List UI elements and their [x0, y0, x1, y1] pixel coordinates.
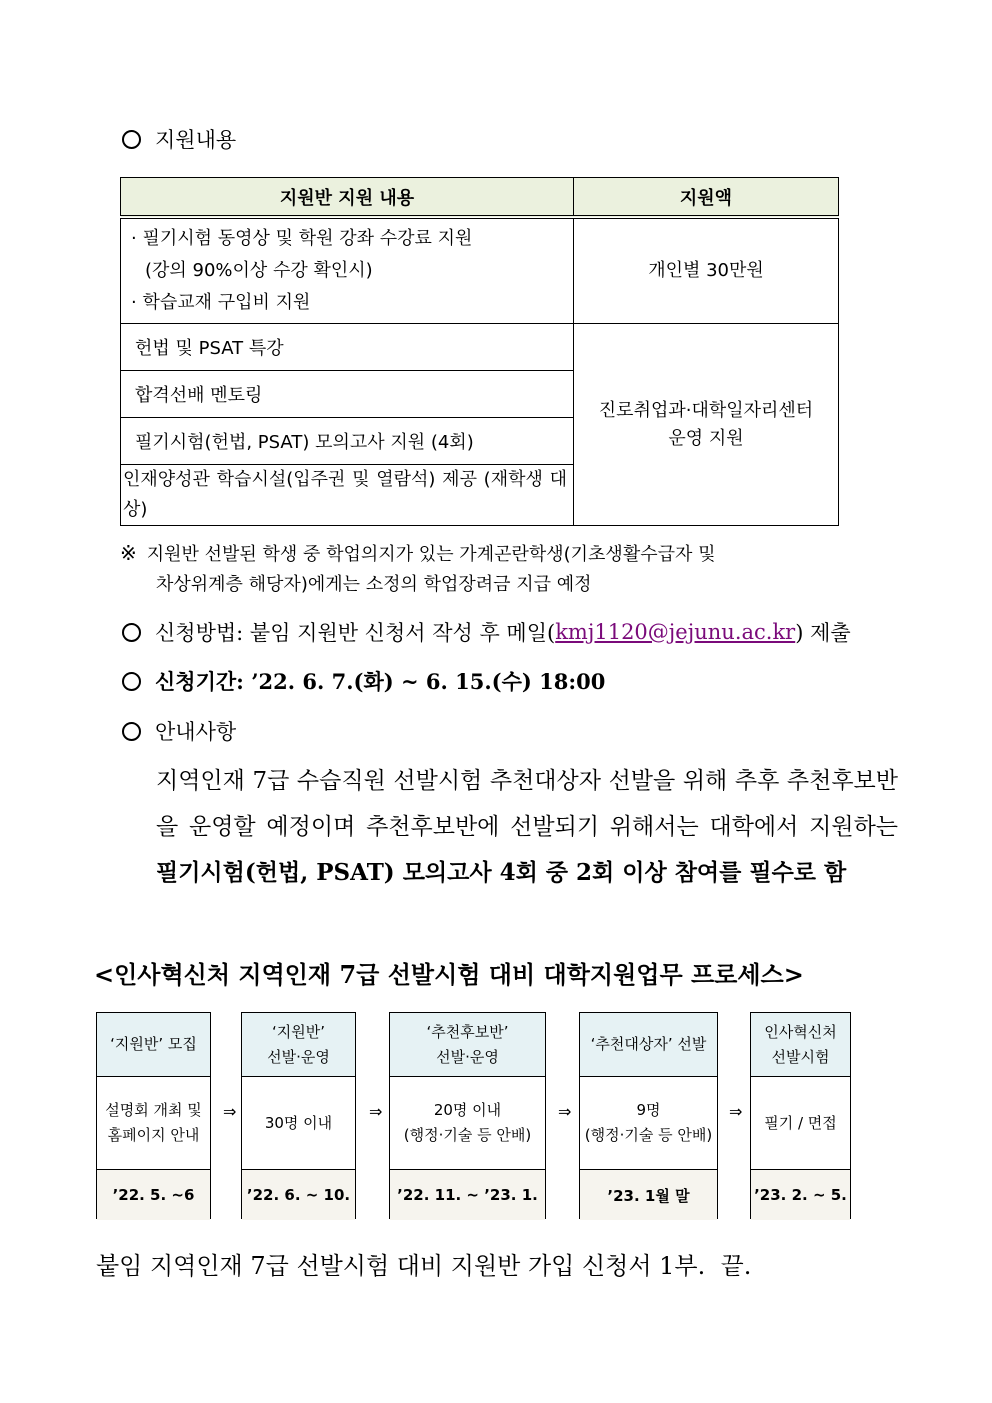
step-body [97, 1077, 210, 1170]
step-body-line: 홈페이지 안내 [107, 1126, 200, 1144]
apply-method-label: 신청방법 [155, 621, 237, 645]
process-title: <인사혁신처 지역인재 7급 선발시험 대비 대학지원업무 프로세스> [94, 960, 804, 989]
row1-item: · 학습교재 구입비 지원 [131, 292, 311, 313]
row1-content [121, 217, 574, 324]
step-body [242, 1077, 355, 1170]
process-step-support-class [241, 1012, 356, 1219]
apply-method-text-end: ) 제출 [795, 621, 851, 645]
step-title-line: 선발·운영 [436, 1047, 499, 1066]
note-line2: 차상위계층 해당자)에게는 소정의 학업장려금 지급 예정 [156, 574, 592, 595]
apply-period-label: 신청기간 [155, 669, 237, 694]
notice-heading [120, 716, 236, 746]
support-table [120, 177, 839, 526]
step-title [390, 1013, 545, 1077]
arrow-right-icon: ⇒ [369, 1102, 383, 1121]
support-content-label: 지원내용 [155, 128, 237, 152]
step-title [580, 1013, 717, 1077]
apply-method-line [120, 617, 851, 647]
table-row [121, 217, 839, 324]
notice-paragraph [156, 758, 898, 896]
circle-bullet-icon [122, 130, 141, 149]
step-title [242, 1013, 355, 1077]
step-period: ’22. 5. ~6 [97, 1170, 210, 1220]
notice-bold-text: 필기시험(헌법, PSAT) 모의고사 4회 중 2회 이상 참여를 필수로 함 [156, 859, 847, 886]
step-period: ’23. 2. ~ 5. [751, 1170, 850, 1220]
step-title-line: ‘지원반’ [271, 1022, 325, 1041]
group-row-content: 합격선배 멘토링 [121, 371, 574, 418]
apply-method-text: : 붙임 지원반 신청서 작성 후 메일( [236, 621, 556, 645]
step-period: ’23. 1월 말 [580, 1170, 717, 1220]
arrow-right-icon: ⇒ [223, 1102, 237, 1121]
process-step-recommendation [579, 1012, 718, 1219]
reference-mark-icon: ※ [120, 541, 137, 565]
notice-text: 지역인재 7급 수습직원 선발시험 추천대상자 선발을 위해 추후 추천후보반을 운영할 예정이며 추천후보반에 선발되기 위해서는 대학에서 지원하는 [156, 768, 898, 840]
arrow-right-icon: ⇒ [558, 1102, 572, 1121]
table-row [121, 324, 839, 371]
row1-amount: 개인별 30만원 [574, 217, 839, 324]
attachment-line: 붙임 지역인재 7급 선발시험 대비 지원반 가입 신청서 1부. 끝. [96, 1252, 752, 1280]
step-title [751, 1013, 850, 1077]
step-title-line: 선발·운영 [267, 1047, 330, 1066]
step-title-line: 인사혁신처 [764, 1022, 837, 1041]
step-body-line: 설명회 개최 및 [105, 1101, 202, 1119]
step-body [580, 1077, 717, 1170]
group-row-content: 인재양성관 학습시설(입주권 및 열람석) 제공 (재학생 대상) [121, 465, 574, 526]
support-content-heading [120, 124, 236, 154]
table-header-row [121, 178, 839, 218]
header-amount: 지원액 [574, 178, 839, 218]
step-title-line: ‘추천후보반’ [426, 1022, 509, 1041]
step-title [97, 1013, 210, 1077]
step-body-line: 9명 [636, 1101, 661, 1119]
email-link[interactable]: kmj1120@jejunu.ac.kr [555, 620, 796, 644]
scholarship-note [120, 538, 715, 600]
circle-bullet-icon [122, 722, 141, 741]
step-title-line: 선발시험 [771, 1047, 830, 1066]
group-amount-line2: 운영 지원 [668, 427, 744, 449]
apply-period-value: : ’22. 6. 7.(화) ~ 6. 15.(수) 18:00 [236, 669, 606, 694]
apply-period-line [120, 666, 605, 696]
circle-bullet-icon [122, 623, 141, 642]
step-body-line: (행정·기술 등 안배) [584, 1126, 713, 1144]
step-body-line: 30명 이내 [264, 1113, 333, 1132]
step-period: ’22. 6. ~ 10. [242, 1170, 355, 1220]
step-body-line: (행정·기술 등 안배) [403, 1126, 532, 1144]
step-body [751, 1077, 850, 1170]
step-body-line: 20명 이내 [433, 1101, 502, 1119]
note-line1: 지원반 선발된 학생 중 학업의지가 있는 가계곤란학생(기초생활수급자 및 [146, 544, 716, 565]
row1-item: · 필기시험 동영상 및 학원 강좌 수강료 지원 [131, 228, 473, 249]
header-content: 지원반 지원 내용 [121, 178, 574, 218]
arrow-right-icon: ⇒ [729, 1102, 743, 1121]
group-row-content: 필기시험(헌법, PSAT) 모의고사 지원 (4회) [121, 418, 574, 465]
process-step-candidate-class [389, 1012, 546, 1219]
step-period: ’22. 11. ~ ’23. 1. [390, 1170, 545, 1220]
process-step-exam [750, 1012, 851, 1219]
step-title-line: ‘지원반’ 모집 [110, 1035, 197, 1053]
step-body-line: 필기 / 면접 [764, 1113, 837, 1132]
notice-label: 안내사항 [155, 720, 237, 744]
process-step-recruit [96, 1012, 211, 1219]
row1-item: (강의 90%이상 수강 확인시) [145, 260, 373, 281]
group-amount [574, 324, 839, 526]
group-row-content: 헌법 및 PSAT 특강 [121, 324, 574, 371]
step-title-line: ‘추천대상자’ 선발 [590, 1035, 707, 1053]
group-amount-line1: 진로취업과·대학일자리센터 [598, 399, 814, 421]
circle-bullet-icon [122, 672, 141, 691]
step-body [390, 1077, 545, 1170]
